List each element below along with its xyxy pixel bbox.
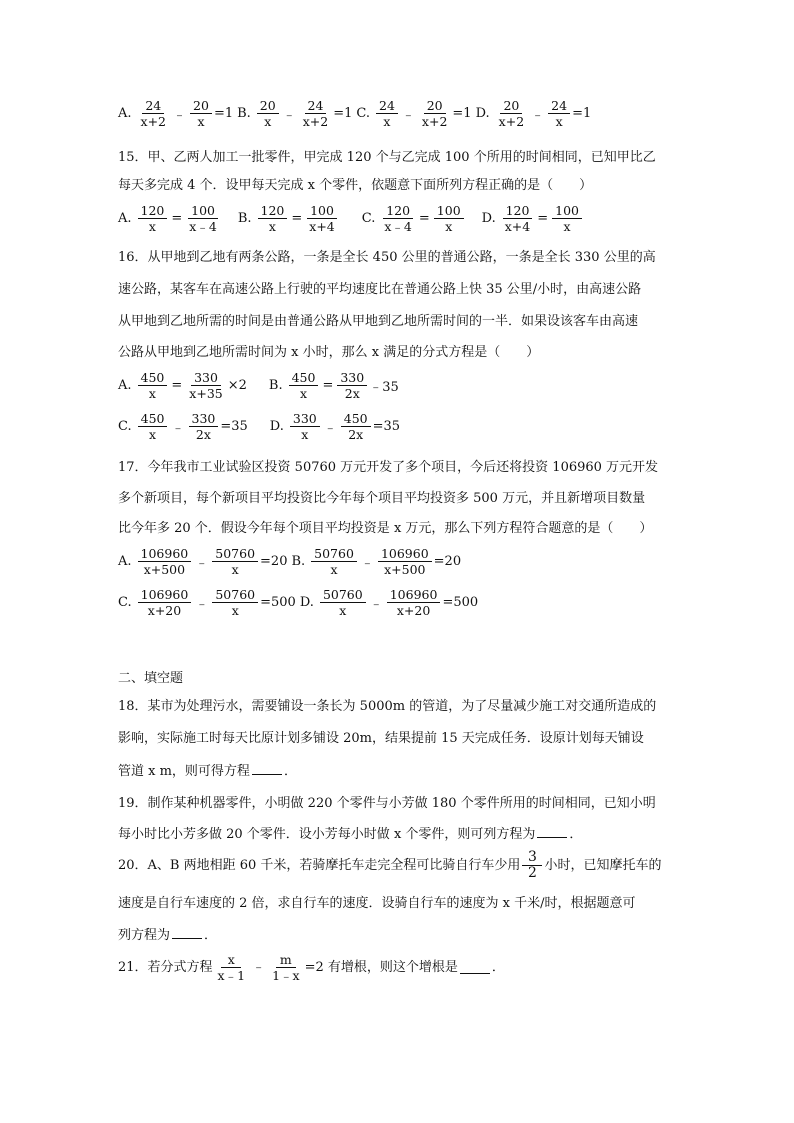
fraction — [311, 546, 357, 577]
q17-options-row-1 — [118, 546, 461, 577]
fraction-numerator: 330 — [191, 370, 221, 386]
fraction-denominator: x﹣4 — [189, 219, 217, 234]
fraction — [320, 587, 366, 618]
q17-text-line-3: 比今年多 20 个．假设今年每个项目平均投资是 x 万元，那么下列方程符合题意的是（ ） — [118, 521, 653, 536]
fraction-numerator: x — [221, 952, 241, 968]
fraction-denominator: x+2 — [302, 114, 329, 129]
q19-text-line-1: 19．制作某种机器零件，小明做 220 个零件与小芳做 180 个零件所用的时间相同，已知小明 — [118, 796, 656, 811]
fraction — [138, 587, 192, 618]
fraction-numerator: 120 — [138, 203, 168, 219]
fraction — [138, 98, 169, 129]
fraction-numerator: 50760 — [212, 587, 258, 603]
fraction — [378, 546, 432, 577]
fraction — [257, 98, 279, 129]
fraction-denominator: x — [563, 219, 571, 234]
q17-option-d[interactable]: D. $\frac{50760}{x}$ ﹣ $\frac{106960}{x+20}$ =500 — [299, 587, 479, 618]
q16-text-line-4: 公路从甲地到乙地所需时间为 x 小时，那么 x 满足的分式方程是（ ） — [118, 345, 540, 360]
fraction — [381, 203, 415, 234]
q14-option-a[interactable]: A. $\frac{24}{x+2}$ ﹣ $\frac{20}{x}$ =1 — [118, 98, 234, 129]
fraction-numerator: 24 — [305, 98, 327, 114]
fraction-denominator: x — [148, 386, 156, 401]
section-heading-fill-in: 二、填空题 — [118, 671, 184, 686]
fraction-numerator: 100 — [307, 203, 337, 219]
q15-text-line-2: 每天多完成 4 个．设甲每天完成 x 个零件，依题意下面所列方程正确的是（ ） — [118, 178, 593, 193]
answer-blank[interactable] — [537, 826, 567, 838]
fraction — [300, 98, 331, 129]
answer-blank[interactable] — [460, 962, 490, 974]
fraction-numerator: 330 — [189, 411, 219, 427]
fraction-denominator: x — [197, 114, 205, 129]
q17-option-b[interactable]: B. $\frac{50760}{x}$ ﹣ $\frac{106960}{x+500}$ =20 — [291, 546, 462, 577]
fraction-denominator: x — [301, 427, 309, 442]
fraction-numerator: 106960 — [387, 587, 441, 603]
q19-text-line-2: 每小时比小芳多做 20 个零件．设小芳每小时做 x 个零件，则可列方程为 ． — [118, 827, 583, 842]
fraction-denominator: x﹣4 — [384, 219, 412, 234]
q18-text-line-3: 管道 x m，则可得方程 ． — [118, 764, 297, 779]
q21-text-line: 21．若分式方程 $\frac{x}{x﹣1}$ ﹣ $\frac{m}{1﹣x}$ =2 有增根，则这个增根是 ． — [118, 952, 505, 983]
fraction-numerator: 100 — [188, 203, 218, 219]
fraction — [138, 370, 168, 401]
fraction — [387, 587, 441, 618]
fraction-denominator: x — [330, 562, 338, 577]
fraction — [186, 203, 220, 234]
fraction-denominator: x+4 — [309, 219, 335, 234]
fraction-numerator: 20 — [500, 98, 522, 114]
fraction-denominator: x+20 — [147, 603, 182, 618]
q16-options-row-2 — [118, 411, 400, 442]
fraction-denominator: x — [264, 114, 272, 129]
q20-text-line-3: 列方程为 ． — [118, 928, 218, 943]
answer-blank[interactable] — [252, 763, 282, 775]
fraction-denominator: x+20 — [396, 603, 431, 618]
fraction-numerator: 120 — [383, 203, 413, 219]
fraction — [212, 546, 258, 577]
q17-text-line-2: 多个新项目，每个新项目平均投资比今年每个项目平均投资多 500 万元，并且新增项目数量 — [118, 491, 646, 506]
fraction-denominator: 2x — [195, 427, 211, 442]
q17-option-a[interactable]: A. $\frac{106960}{x+500}$ ﹣ $\frac{50760}{x}$ =20 — [118, 546, 288, 577]
answer-blank[interactable] — [172, 927, 202, 939]
fraction — [306, 203, 337, 234]
fraction-numerator: 100 — [552, 203, 582, 219]
q16-text-line-3: 从甲地到乙地所需的时间是由普通公路从甲地到乙地所需时间的一半．如果设该客车由高速 — [118, 314, 639, 329]
q15-option-c[interactable]: C. $\frac{120}{x﹣4}$ = $\frac{100}{x}$ — [362, 203, 466, 234]
fraction-denominator: x+500 — [384, 562, 426, 577]
q17-options-row-2 — [118, 587, 478, 618]
fraction — [341, 411, 371, 442]
fraction — [212, 587, 258, 618]
fraction-numerator: 120 — [503, 203, 533, 219]
q15-option-a[interactable]: A. $\frac{120}{x}$ = $\frac{100}{x﹣4}$ — [118, 203, 222, 234]
fraction — [522, 850, 542, 881]
fraction-denominator: x — [383, 114, 391, 129]
q20-text-line-2: 速度是自行车速度的 2 倍，求自行车的速度．设骑自行车的速度为 x 千米/时，根据题意可 — [118, 896, 636, 911]
fraction-numerator: 450 — [289, 370, 319, 386]
fraction — [186, 370, 225, 401]
fraction-numerator: 24 — [376, 98, 398, 114]
fraction-numerator: 20 — [424, 98, 446, 114]
fraction-numerator: 450 — [341, 411, 371, 427]
q16-options-row-1 — [118, 370, 399, 401]
fraction — [215, 952, 249, 983]
fraction-numerator: 106960 — [138, 587, 192, 603]
fraction — [552, 203, 582, 234]
q15-text-line-1: 15．甲、乙两人加工一批零件，甲完成 120 个与乙完成 100 个所用的时间相同，已知甲比乙 — [118, 150, 656, 165]
fraction-denominator: x — [149, 427, 157, 442]
fraction-denominator: x+2 — [498, 114, 525, 129]
q16-option-c[interactable]: C. $\frac{450}{x}$ ﹣ $\frac{330}{2x}$ =35 — [118, 411, 248, 442]
fraction — [419, 98, 450, 129]
fraction-numerator: 50760 — [320, 587, 366, 603]
q17-text-line-1: 17．今年我市工业试验区投资 50760 万元开发了多个项目，今后还将投资 106960 万元开发 — [118, 460, 659, 475]
fraction — [496, 98, 527, 129]
fraction-denominator: x+2 — [140, 114, 167, 129]
fraction-denominator: x — [339, 603, 347, 618]
q16-option-b[interactable]: B. $\frac{450}{x}$ = $\frac{330}{2x}$ ﹣35 — [268, 370, 399, 401]
fraction — [376, 98, 398, 129]
fraction — [269, 952, 303, 983]
fraction-numerator: 3 — [522, 850, 542, 866]
fraction-denominator: x — [445, 219, 453, 234]
fraction-numerator: 106960 — [138, 546, 192, 562]
fraction-numerator: 450 — [138, 370, 168, 386]
fraction-denominator: 2x — [344, 386, 360, 401]
q17-option-c[interactable]: C. $\frac{106960}{x+20}$ ﹣ $\frac{50760}{x}$ =500 — [118, 587, 296, 618]
fraction-numerator: 50760 — [212, 546, 258, 562]
q16-text-line-1: 16．从甲地到乙地有两条公路，一条是全长 450 公里的普通公路，一条是全长 330 公里的高 — [118, 250, 656, 265]
q15-options — [118, 203, 584, 234]
q14-option-b[interactable]: B. $\frac{20}{x}$ ﹣ $\frac{24}{x+2}$ =1 — [237, 98, 353, 129]
fraction — [434, 203, 464, 234]
q14-option-c[interactable]: C. $\frac{24}{x}$ ﹣ $\frac{20}{x+2}$ =1 — [356, 98, 472, 129]
q16-option-a[interactable]: A. $\frac{450}{x}$ = $\frac{330}{x+35}$ ×2 — [118, 370, 247, 401]
fraction-numerator: 450 — [138, 411, 168, 427]
fraction-numerator: 24 — [142, 98, 164, 114]
fraction — [190, 98, 212, 129]
fraction-denominator: x — [231, 603, 239, 618]
fraction — [548, 98, 570, 129]
fraction-numerator: 120 — [258, 203, 288, 219]
fraction-denominator: x﹣1 — [217, 968, 246, 983]
fraction — [138, 411, 168, 442]
fraction-denominator: x — [148, 219, 156, 234]
fraction-numerator: 50760 — [311, 546, 357, 562]
fraction-denominator: 2 — [527, 865, 537, 881]
fraction — [138, 203, 168, 234]
q20-text-line-1: 20．A、B 两地相距 60 千米，若骑摩托车走完全程可比骑自行车少用 $\frac{3}{2}$ 小时，已知摩托车的 — [118, 849, 662, 881]
fraction-denominator: 2x — [348, 427, 364, 442]
fraction — [138, 546, 192, 577]
fraction — [189, 411, 219, 442]
q14-option-d[interactable]: D. $\frac{20}{x+2}$ ﹣ $\frac{24}{x}$ =1 — [475, 98, 592, 129]
fraction-denominator: x+35 — [189, 386, 223, 401]
fraction-numerator: 330 — [290, 411, 320, 427]
q14-options — [118, 98, 591, 129]
fraction-numerator: 20 — [190, 98, 212, 114]
fraction-numerator: 106960 — [378, 546, 432, 562]
fraction-numerator: 24 — [548, 98, 570, 114]
fraction-denominator: x — [268, 219, 276, 234]
q18-text-line-2: 影响，实际施工时每天比原计划多铺设 20m，结果提前 15 天完成任务．设原计划每天铺设 — [118, 731, 644, 746]
fraction-numerator: 100 — [434, 203, 464, 219]
fraction-denominator: 1﹣x — [272, 968, 300, 983]
fraction-denominator: x — [299, 386, 308, 401]
fraction-denominator: x — [231, 562, 239, 577]
fraction-denominator: x — [555, 114, 563, 129]
q15-option-b[interactable]: B. $\frac{120}{x}$ = $\frac{100}{x+4}$ — [238, 203, 340, 234]
fraction-numerator: m — [276, 952, 296, 968]
fraction — [258, 203, 288, 234]
q16-option-d[interactable]: D. $\frac{330}{x}$ ﹣ $\frac{450}{2x}$ =35 — [269, 411, 401, 442]
q15-option-d[interactable]: D. $\frac{120}{x+4}$ = $\frac{100}{x}$ — [482, 203, 584, 234]
fraction-numerator: 330 — [337, 370, 367, 386]
fraction — [337, 370, 367, 401]
fraction-numerator: 20 — [257, 98, 279, 114]
fraction — [289, 370, 319, 401]
fraction — [502, 203, 533, 234]
fraction-denominator: x+4 — [504, 219, 531, 234]
fraction-denominator: x+500 — [143, 562, 186, 577]
q16-text-line-2: 速公路，某客车在高速公路上行驶的平均速度比在普通公路上快 35 公里/小时，由高速公路 — [118, 282, 642, 297]
q18-text-line-1: 18．某市为处理污水，需要铺设一条长为 5000m 的管道，为了尽量减少施工对交通所造成的 — [118, 699, 657, 714]
fraction-denominator: x+2 — [421, 114, 448, 129]
fraction — [290, 411, 320, 442]
